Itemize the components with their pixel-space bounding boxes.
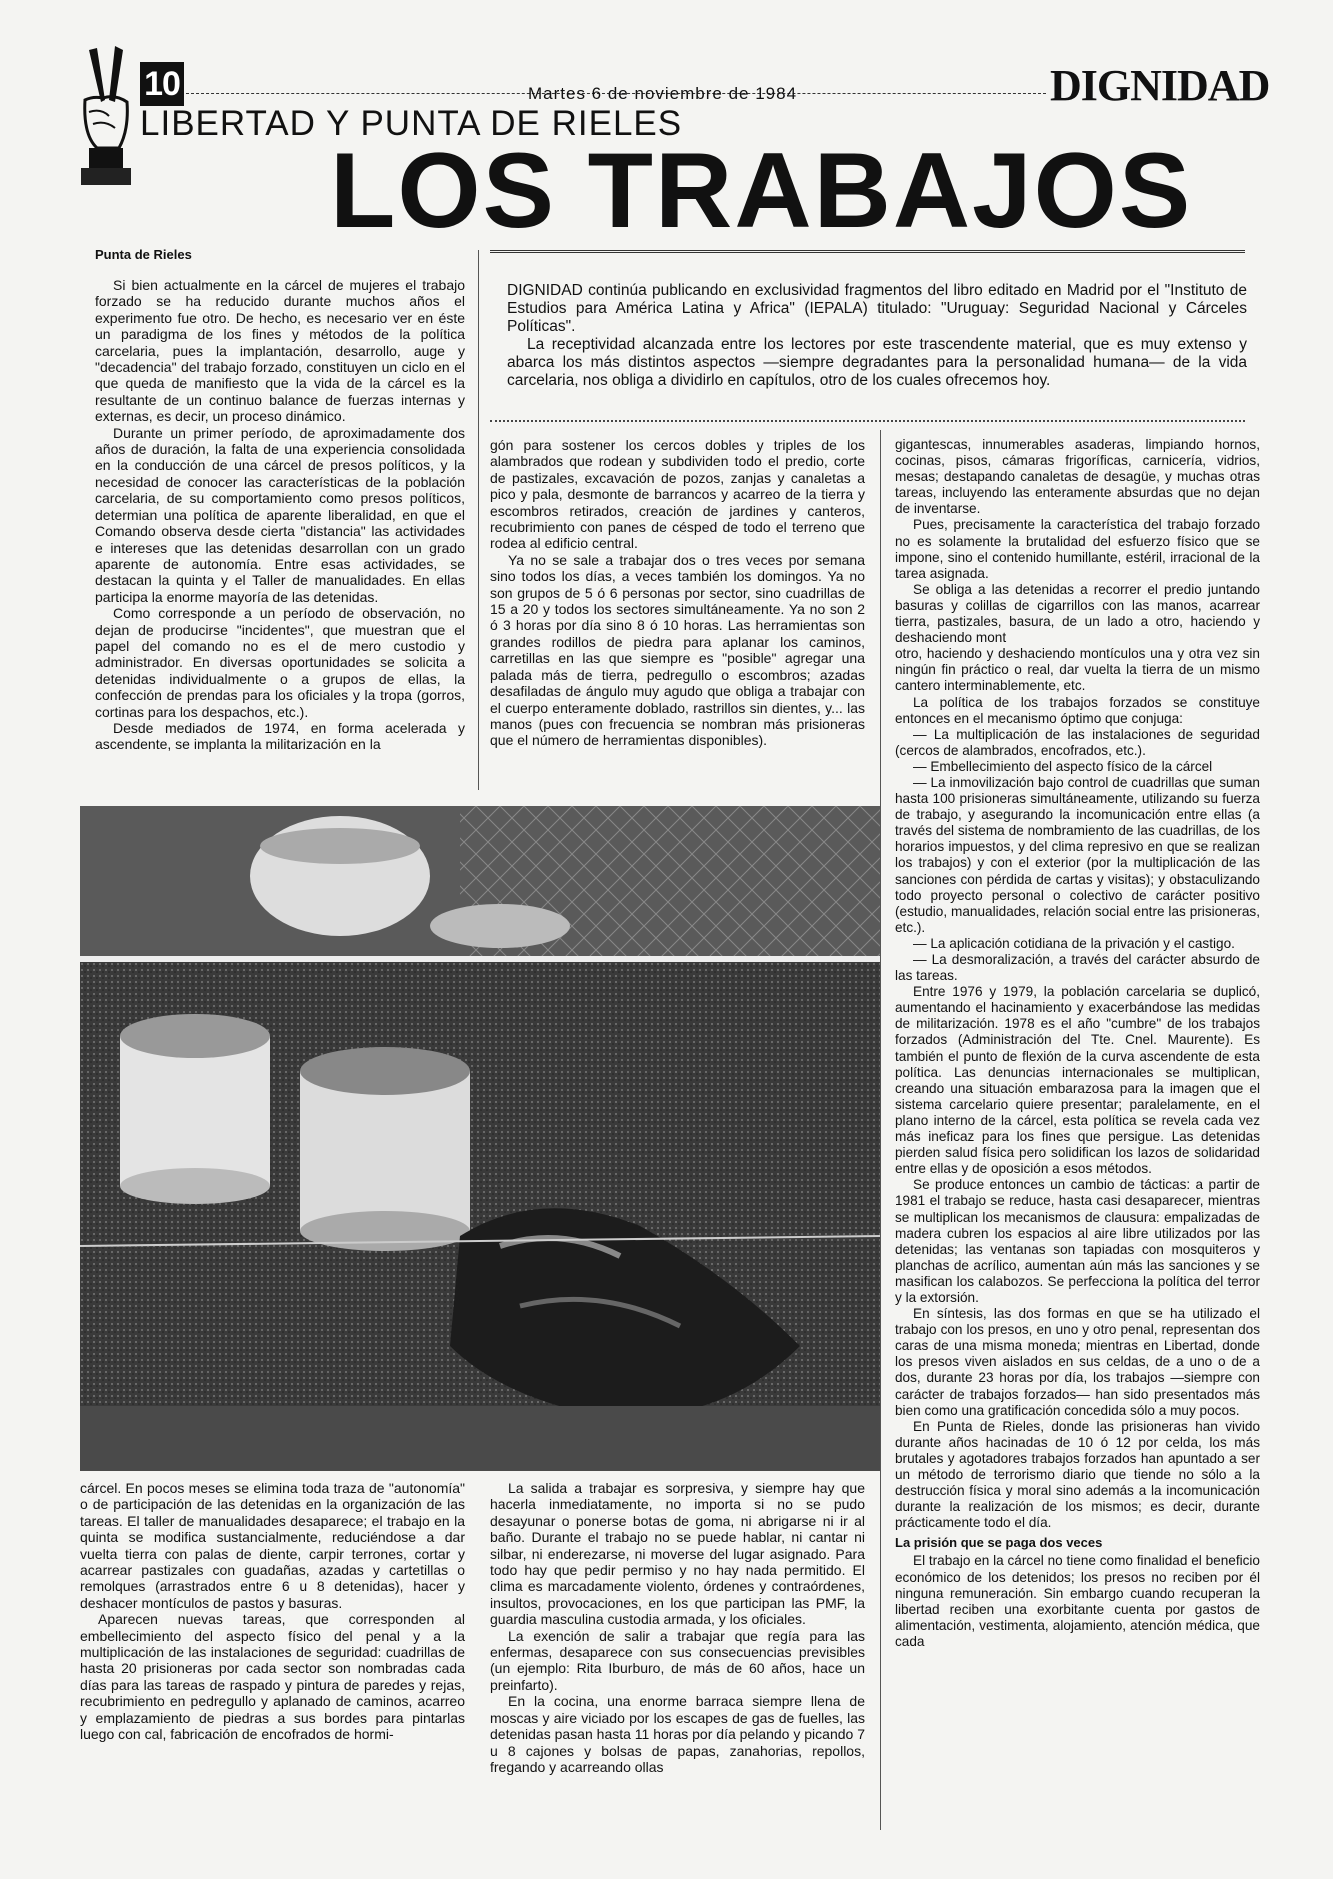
intro-paragraph: DIGNIDAD continúa publicando en exclusividad fragmentos del libro editado en Madrid por el "Instituto de Estudios para América Latina y Africa" (IEPALA) titulado: "Uruguay: Seguridad Nacional y Cárceles Políticas". [507, 282, 1247, 335]
article-column-2-bottom [490, 1480, 865, 1775]
paragraph: En Punta de Rieles, donde las prisioneras han vivido durante años hacinadas de 10 ó 12 por celda, los más brutales y agotadores trabajos forzados han apuntado a ser un método de terrorismo diario que tiende no sólo a la destrucción física y moral sino además a la incomunicación durante la realización de los mismos; es decir, durante prácticamente todo el día. [895, 1418, 1260, 1531]
intro-bottom-rule [490, 420, 1245, 422]
victory-hand-icon [75, 40, 137, 185]
prison-photo [80, 806, 880, 1471]
paragraph: gigantescas, innumerables asaderas, limpiando hornos, cocinas, pisos, cámaras frigoríficas, carnicería, vidrios, mesas; destapando canaletas de desagüe, y muchas otras tareas, incluyendo las enteramente absurdas que no dejan de inventarse. [895, 437, 1260, 517]
paragraph: Si bien actualmente en la cárcel de mujeres el trabajo forzado se ha reducido durante muchos años el experimento fue otro. De hecho, es necesario ver en éste un paradigma de los fines y métodos de la política carcelaria, pues la implantación, desarrollo, auge y "decadencia" del trabajo forzado, constituyen un ciclo en el que queda de manifiesto que la vida de la cárcel es la resultante de un continuo balance de fuerzas internas y externas, es decir, un proceso dinámico. [95, 277, 465, 425]
article-column-1-bottom [80, 1480, 465, 1743]
paragraph: Como corresponde a un período de observación, no dejan de producirse "incidentes", que muestran que el papel del comando no es el de mero custodio y administrador. En diversas oportunidades se solicita a detenidas individualmente o a grupos de ellas, la confección de prendas para los oficiales y la tropa (gorros, cortinas para los despachos, etc.). [95, 605, 465, 720]
paragraph: Durante un primer período, de aproximadamente dos años de duración, la falta de una experiencia consolidada en la conducción de una cárcel de presos políticos, y la necesidad de conocer las características de la población carcelaria, de su comportamiento como presos políticos, determian una política de aparente liberalidad, en que el Comando observa desde cierta "distancia" las actividades e intereses que las detenidas desarrollan con un grado aparente de autonomía. Entre esas actividades, se destacan la quinta y el Taller de manualidades. En ellas participa la enorme mayoría de las detenidas. [95, 424, 465, 605]
paragraph: Se obliga a las detenidas a recorrer el predio juntando basuras y colillas de cigarrillos con las manos, acarrear tierra, pastizales, basura, de un lado a otro, haciendo y deshaciendo mont [895, 581, 1260, 646]
list-item: — La desmoralización, a través del carácter absurdo de las tareas. [895, 952, 1260, 984]
section-subhead: La prisión que se paga dos veces [895, 1535, 1103, 1551]
paragraph: cárcel. En pocos meses se elimina toda traza de "autonomía" o de participación de las detenidas en la organización de las tareas. El taller de manualidades desaparece; el trabajo en la quinta se modifica sustancialmente, reduciéndose a dar vuelta tierra con palas de diente, carpir terrones, cortar y acarrear pastizales con guadañas, azadas y cartetillas o remolques (arrastrados entre 6 u 8 detenidas), hacer y deshacer montículos de pastos y basuras. [80, 1480, 465, 1611]
paragraph: En la cocina, una enorme barraca siempre llena de moscas y aire viciado por los escapes de gas de fuelles, las detenidas pasan hasta 11 horas por día pelando y picando 7 u 8 cajones y bolsas de papas, zanahorias, repollos, fregando y acarreando ollas [490, 1693, 865, 1775]
section-kicker: LIBERTAD Y PUNTA DE RIELES [140, 104, 683, 143]
list-item: — La inmovilización bajo control de cuadrillas que suman hasta 100 prisioneras simultáneamente, utilizando su fuerza de trabajo, y asegurando la incomunicación entre ellas (a través del sistema de nombramiento de las cuadrillas, de los horarios impuestos, y del clima represivo en que se realizan los trabajos) y con el exterior (por la multiplicación de las sanciones con pérdida de cartas y visitas); y obstaculizando todo proyecto personal o colectivo de carácter positivo (estudio, manualidades, relación social entre las prisioneras, etc.). [895, 774, 1260, 935]
paragraph: Ya no se sale a trabajar dos o tres veces por semana sino todos los días, a veces también los domingos. Ya no son grupos de 5 ó 6 personas por sector, sino cuadrillas de 15 a 20 y todos los sectores simultáneamente. Ya no son 2 ó 3 horas por día sino 8 ó 10 horas. Las herramientas son grandes rodillos de piedra para aplanar los caminos, carretillas en las que siempre es "posible" agregar una palada más de tierra, pedregullo o escombros; azadas desafiladas de ángulo muy agudo que obliga a trabajar con el cuerpo enteramente doblado, rastrillos sin dientes, y... las manos (pues con frecuencia se nombran más prisioneras que el número de herramientas disponibles). [490, 551, 865, 749]
paragraph: Entre 1976 y 1979, la población carcelaria se duplicó, aumentando el hacinamiento y exacerbándose las medidas de militarización. 1978 es el año "cumbre" de los trabajos forzados (Administración del Tte. Cnel. Maurente). Es también el punto de flexión de la curva ascendente de esta política. Las denuncias internacionales se multiplican, creando una situación embarazosa para la imagen que el sistema carcelario quiere presentar; paralelamente, en el plano interno de la cárcel, esta política se revela cada vez más ineficaz para los fines que persigue. Las detenidas pierden salud física pero solidifican los lazos de solidaridad entre ellas y de oposición a esos métodos. [895, 984, 1260, 1177]
paragraph: La exención de salir a trabajar que regía para las enfermas, desaparece con sus consecuencias previsibles (un ejemplo: Rita Iburburo, de más de 60 años, hace un preinfarto). [490, 1627, 865, 1693]
intro-block [507, 282, 1247, 390]
column-divider [880, 430, 881, 1830]
paragraph: La política de los trabajos forzados se constituye entonces en el mecanismo óptimo que conjuga: [895, 694, 1260, 726]
headline-underline [490, 250, 1245, 253]
article-column-1-top [95, 277, 465, 753]
intro-paragraph: La receptividad alcanzada entre los lectores por este trascendente material, que es muy extenso y abarca los más distintos aspectos —siempre degradantes para la personalidad humana— de la vida carcelaria, nos obliga a dividirlo en capítulos, otro de los cuales ofrecemos hoy. [507, 336, 1247, 389]
paragraph: La salida a trabajar es sorpresiva, y siempre hay que hacerla inmediatamente, no importa si no se pudo desayunar o ponerse botas de goma, ni abrigarse ni ir al baño. Durante el trabajo no se puede hablar, ni cantar ni silbar, ni enderezarse, ni moverse del lugar asignado. Para todo hay que pedir permiso y no hay nada permitido. El clima es marcadamente violento, órdenes y contraórdenes, insultos, provocaciones, en los que participan las PMF, la guardia masculina custodia armada, y los oficiales. [490, 1480, 865, 1628]
paragraph: Pues, precisamente la característica del trabajo forzado no es solamente la brutalidad del esfuerzo físico que se impone, sino el contenido humillante, estéril, irracional de la tarea asignada. [895, 517, 1260, 581]
article-column-2-top [490, 437, 865, 749]
paragraph: Desde mediados de 1974, en forma acelerada y ascendente, se implanta la militarización en la [95, 719, 465, 753]
page-headline: LOS TRABAJOS [330, 130, 1193, 250]
paragraph: Se produce entonces un cambio de tácticas: a partir de 1981 el trabajo se reduce, hasta casi desaparecer, mientras se multiplican los mecanismos de clausura: empalizadas de madera cubren los espacios al aire libre utilizados por las detenidas; las ventanas son tapiadas con mosquiteros y planchas de acrílico, aumentan aún más las sanciones y se masifican los calabozos. Se perfecciona la política del terror y la extorsión. [895, 1177, 1260, 1305]
article-column-3 [895, 437, 1260, 1650]
paragraph: El trabajo en la cárcel no tiene como finalidad el beneficio económico de los detenidos; los presos no reciben por él ninguna remuneración. Sin embargo cuando recuperan la libertad reciben una exorbitante cuenta por gastos de alimentación, vestimenta, alojamiento, atención médica, que cada [895, 1553, 1260, 1649]
paragraph: gón para sostener los cercos dobles y triples de los alambrados que rodean y subdividen todo el predio, corte de pastizales, excavación de pozos, zanjas y canaletas a pico y pala, desmonte de barrancos y acarreo de la tierra y escombros retirados, creación de jardines y canteros, recubrimiento con panes de césped de todo el terreno que rodea al edificio central. [490, 437, 865, 552]
list-item: — La aplicación cotidiana de la privación y el castigo. [913, 935, 1235, 951]
paragraph: En síntesis, las dos formas en que se ha utilizado el trabajo con los presos, en uno y otro penal, representan dos caras de una misma moneda; mientras en Libertad, donde los presos viven aislados en sus celdas, de a uno o de a dos, durante 23 horas por día, los trabajos —siempre con carácter de trabajos forzados— han sido presentados más bien como una gratificación concedida sólo a muy pocos. [895, 1306, 1260, 1418]
list-item: — Embellecimiento del aspecto físico de la cárcel [913, 758, 1213, 774]
issue-date: Martes 6 de noviembre de 1984 [528, 84, 798, 103]
paragraph: otro, haciendo y deshaciendo montículos una y otra vez sin ningún fin práctico o real, dar vuelta la tierra de un mismo cantero interminablemente, etc. [895, 646, 1260, 694]
column-divider [478, 250, 479, 790]
newspaper-brand: DIGNIDAD [1050, 61, 1270, 110]
paragraph: Aparecen nuevas tareas, que corresponden al embellecimiento del aspecto físico del penal y a la multiplicación de las instalaciones de seguridad: cuadrillas de hasta 20 prisioneras por cada sector son nombradas cada días para las tareas de raspado y pintura de paredes y rejas, recubrimiento en pedregullo y aplanado de caminos, acarreo y emplazamiento de piedras a sus bordes para pintarlas luego con cal, fabricación de encofrados de hormi- [80, 1611, 465, 1743]
byline: Punta de Rieles [95, 247, 192, 262]
page-number: 10 [140, 62, 184, 106]
list-item: — La multiplicación de las instalaciones de seguridad (cercos de alambrados, encofrados, etc.). [895, 726, 1260, 758]
